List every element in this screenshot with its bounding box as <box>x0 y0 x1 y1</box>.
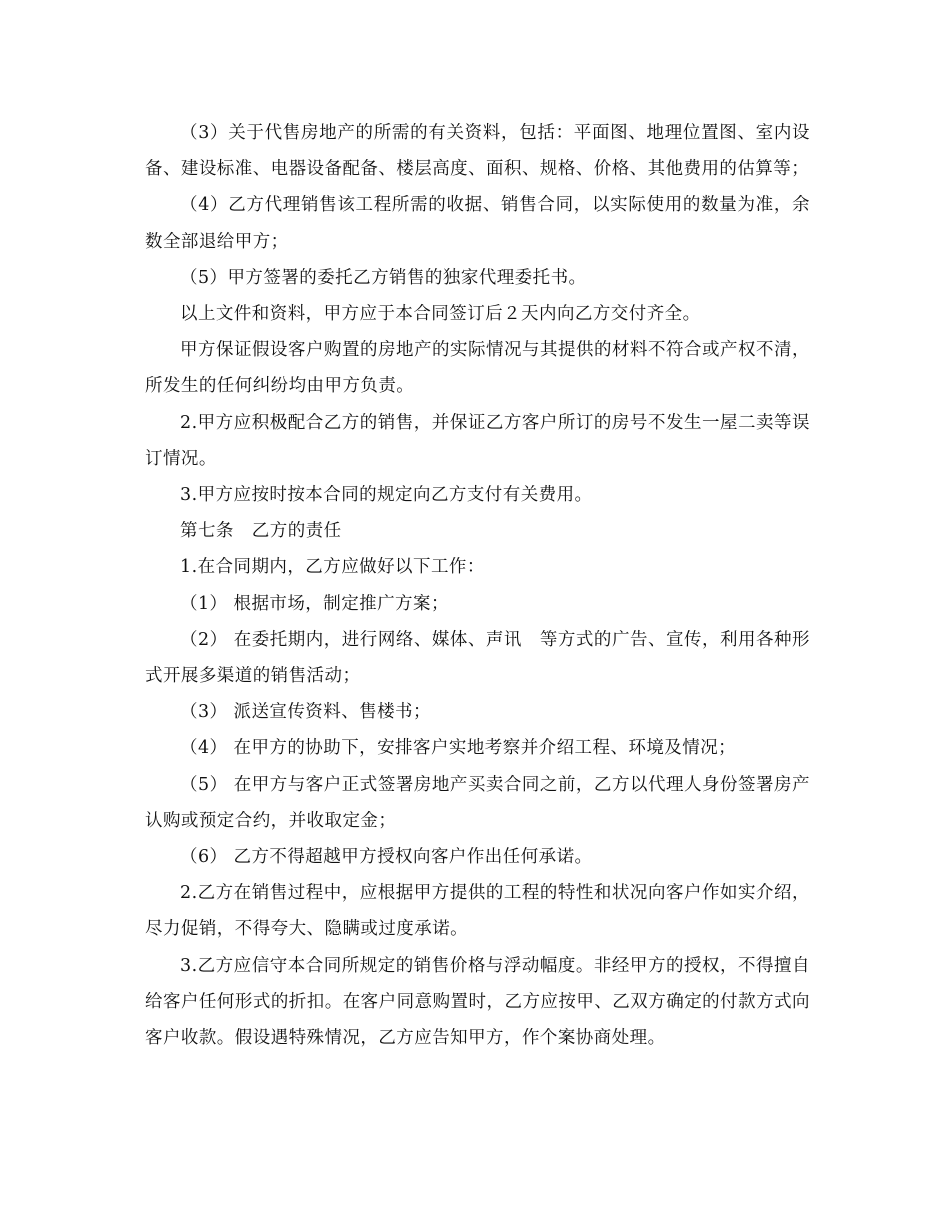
party-b-duty-3: 3.乙方应信守本合同所规定的销售价格与浮动幅度。非经甲方的授权，不得擅自给客户任何形式的折扣。在客户同意购置时，乙方应按甲、乙双方确定的付款方式向客户收款。假设遇特殊情况，乙方应告知甲方，作个案协商处理。 <box>145 955 810 1049</box>
party-a-duty-2: 2.甲方应积极配合乙方的销售，并保证乙方客户所订的房号不发生一屋二卖等误订情况。 <box>145 412 810 469</box>
delivery-deadline-paragraph: 以上文件和资料，甲方应于本合同签订后２天内向乙方交付齐全。 <box>180 304 701 325</box>
party-b-task-4: （4） 在甲方的协助下，安排客户实地考察并介绍工程、环境及情况； <box>180 738 737 759</box>
party-b-task-3: （3） 派送宣传资料、售楼书； <box>180 702 431 723</box>
party-b-duty-1: 1.在合同期内，乙方应做好以下工作： <box>180 557 485 578</box>
article-7-heading: 第七条 乙方的责任 <box>180 521 342 542</box>
party-b-task-2: （2） 在委托期内，进行网络、媒体、声讯 等方式的广告、宣传，利用各种形式开展多渠道的销售活动； <box>145 629 810 687</box>
clause-item-3-materials: （3）关于代售房地产的所需的有关资料，包括：平面图、地理位置图、室内设备、建设标准、电器设备配备、楼层高度、面积、规格、价格、其他费用的估算等； <box>145 123 810 180</box>
guarantee-paragraph: 甲方保证假设客户购置的房地产的实际情况与其提供的材料不符合或产权不清，所发生的任何纠纷均由甲方负责。 <box>145 340 810 397</box>
document-page <box>145 115 810 1056</box>
party-b-duty-2: 2.乙方在销售过程中，应根据甲方提供的工程的特性和状况向客户作如实介绍，尽力促销，不得夸大、隐瞒或过度承诺。 <box>145 883 810 940</box>
party-b-task-6: （6） 乙方不得超越甲方授权向客户作出任何承诺。 <box>180 847 593 868</box>
clause-item-5-authorization: （5）甲方签署的委托乙方销售的独家代理委托书。 <box>180 267 587 288</box>
party-a-duty-3: 3.甲方应按时按本合同的规定向乙方支付有关费用。 <box>180 485 593 506</box>
clause-item-4-receipts: （4）乙方代理销售该工程所需的收据、销售合同，以实际使用的数量为准，余数全部退给甲方； <box>145 195 810 252</box>
party-b-task-1: （1） 根据市场，制定推广方案； <box>180 593 449 614</box>
party-b-task-5: （5） 在甲方与客户正式签署房地产买卖合同之前，乙方以代理人身份签署房产认购或预定合约，并收取定金； <box>145 774 810 831</box>
